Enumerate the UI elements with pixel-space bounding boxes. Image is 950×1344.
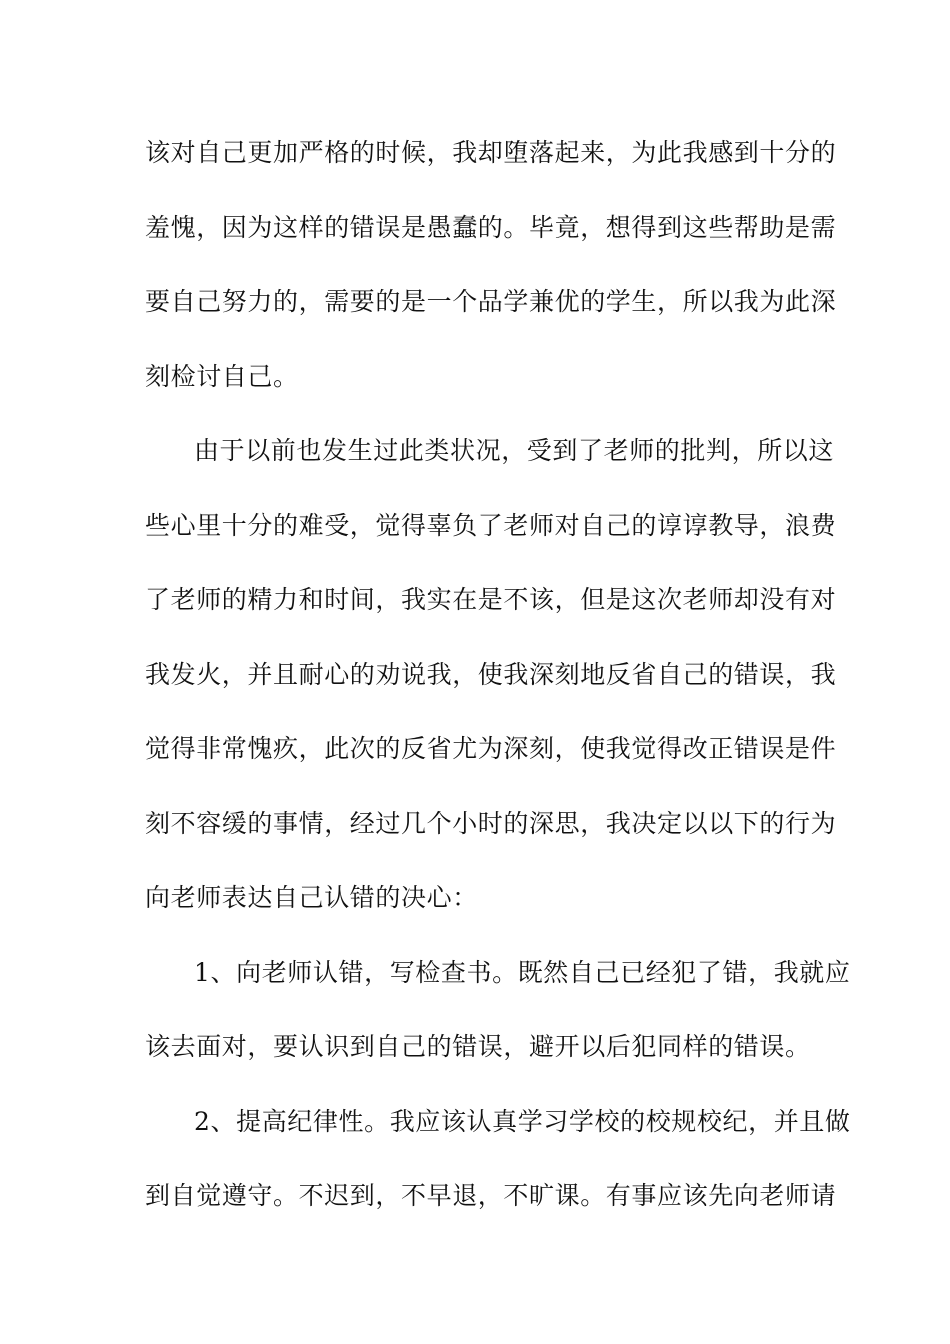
text-line-7: 了老师的精力和时间，我实在是不该，但是这次老师却没有对 <box>145 585 837 614</box>
text-line-1: 该对自己更加严格的时候，我却堕落起来，为此我感到十分的 <box>145 138 837 167</box>
text-line-5: 由于以前也发生过此类状况，受到了老师的批判，所以这 <box>194 436 835 465</box>
text-line-12: 1、向老师认错，写检查书。既然自己已经犯了错，我就应 <box>194 957 851 987</box>
text-line-10: 刻不容缓的事情，经过几个小时的深思，我决定以以下的行为 <box>145 808 837 838</box>
text-line-8: 我发火，并且耐心的劝说我，使我深刻地反省自己的错误，我 <box>145 659 837 689</box>
text-line-6: 些心里十分的难受，觉得辜负了老师对自己的谆谆教导，浪费 <box>145 510 837 540</box>
text-line-13: 该去面对，要认识到自己的错误，避开以后犯同样的错误。 <box>145 1032 811 1061</box>
document-body <box>145 127 851 1245</box>
text-line-9: 觉得非常愧疚，此次的反省尤为深刻，使我觉得改正错误是件 <box>145 734 837 763</box>
text-line-3: 要自己努力的，需要的是一个品学兼优的学生，所以我为此深 <box>145 287 837 316</box>
text-line-4: 刻检讨自己。 <box>145 361 299 391</box>
text-line-15: 到自觉遵守。不迟到，不早退，不旷课。有事应该先向老师请 <box>145 1181 837 1210</box>
text-line-2: 羞愧，因为这样的错误是愚蠢的。毕竟，想得到这些帮助是需 <box>145 212 837 242</box>
text-line-14: 2、提高纪律性。我应该认真学习学校的校规校纪，并且做 <box>194 1106 851 1136</box>
text-line-11: 向老师表达自己认错的决心： <box>145 883 478 912</box>
